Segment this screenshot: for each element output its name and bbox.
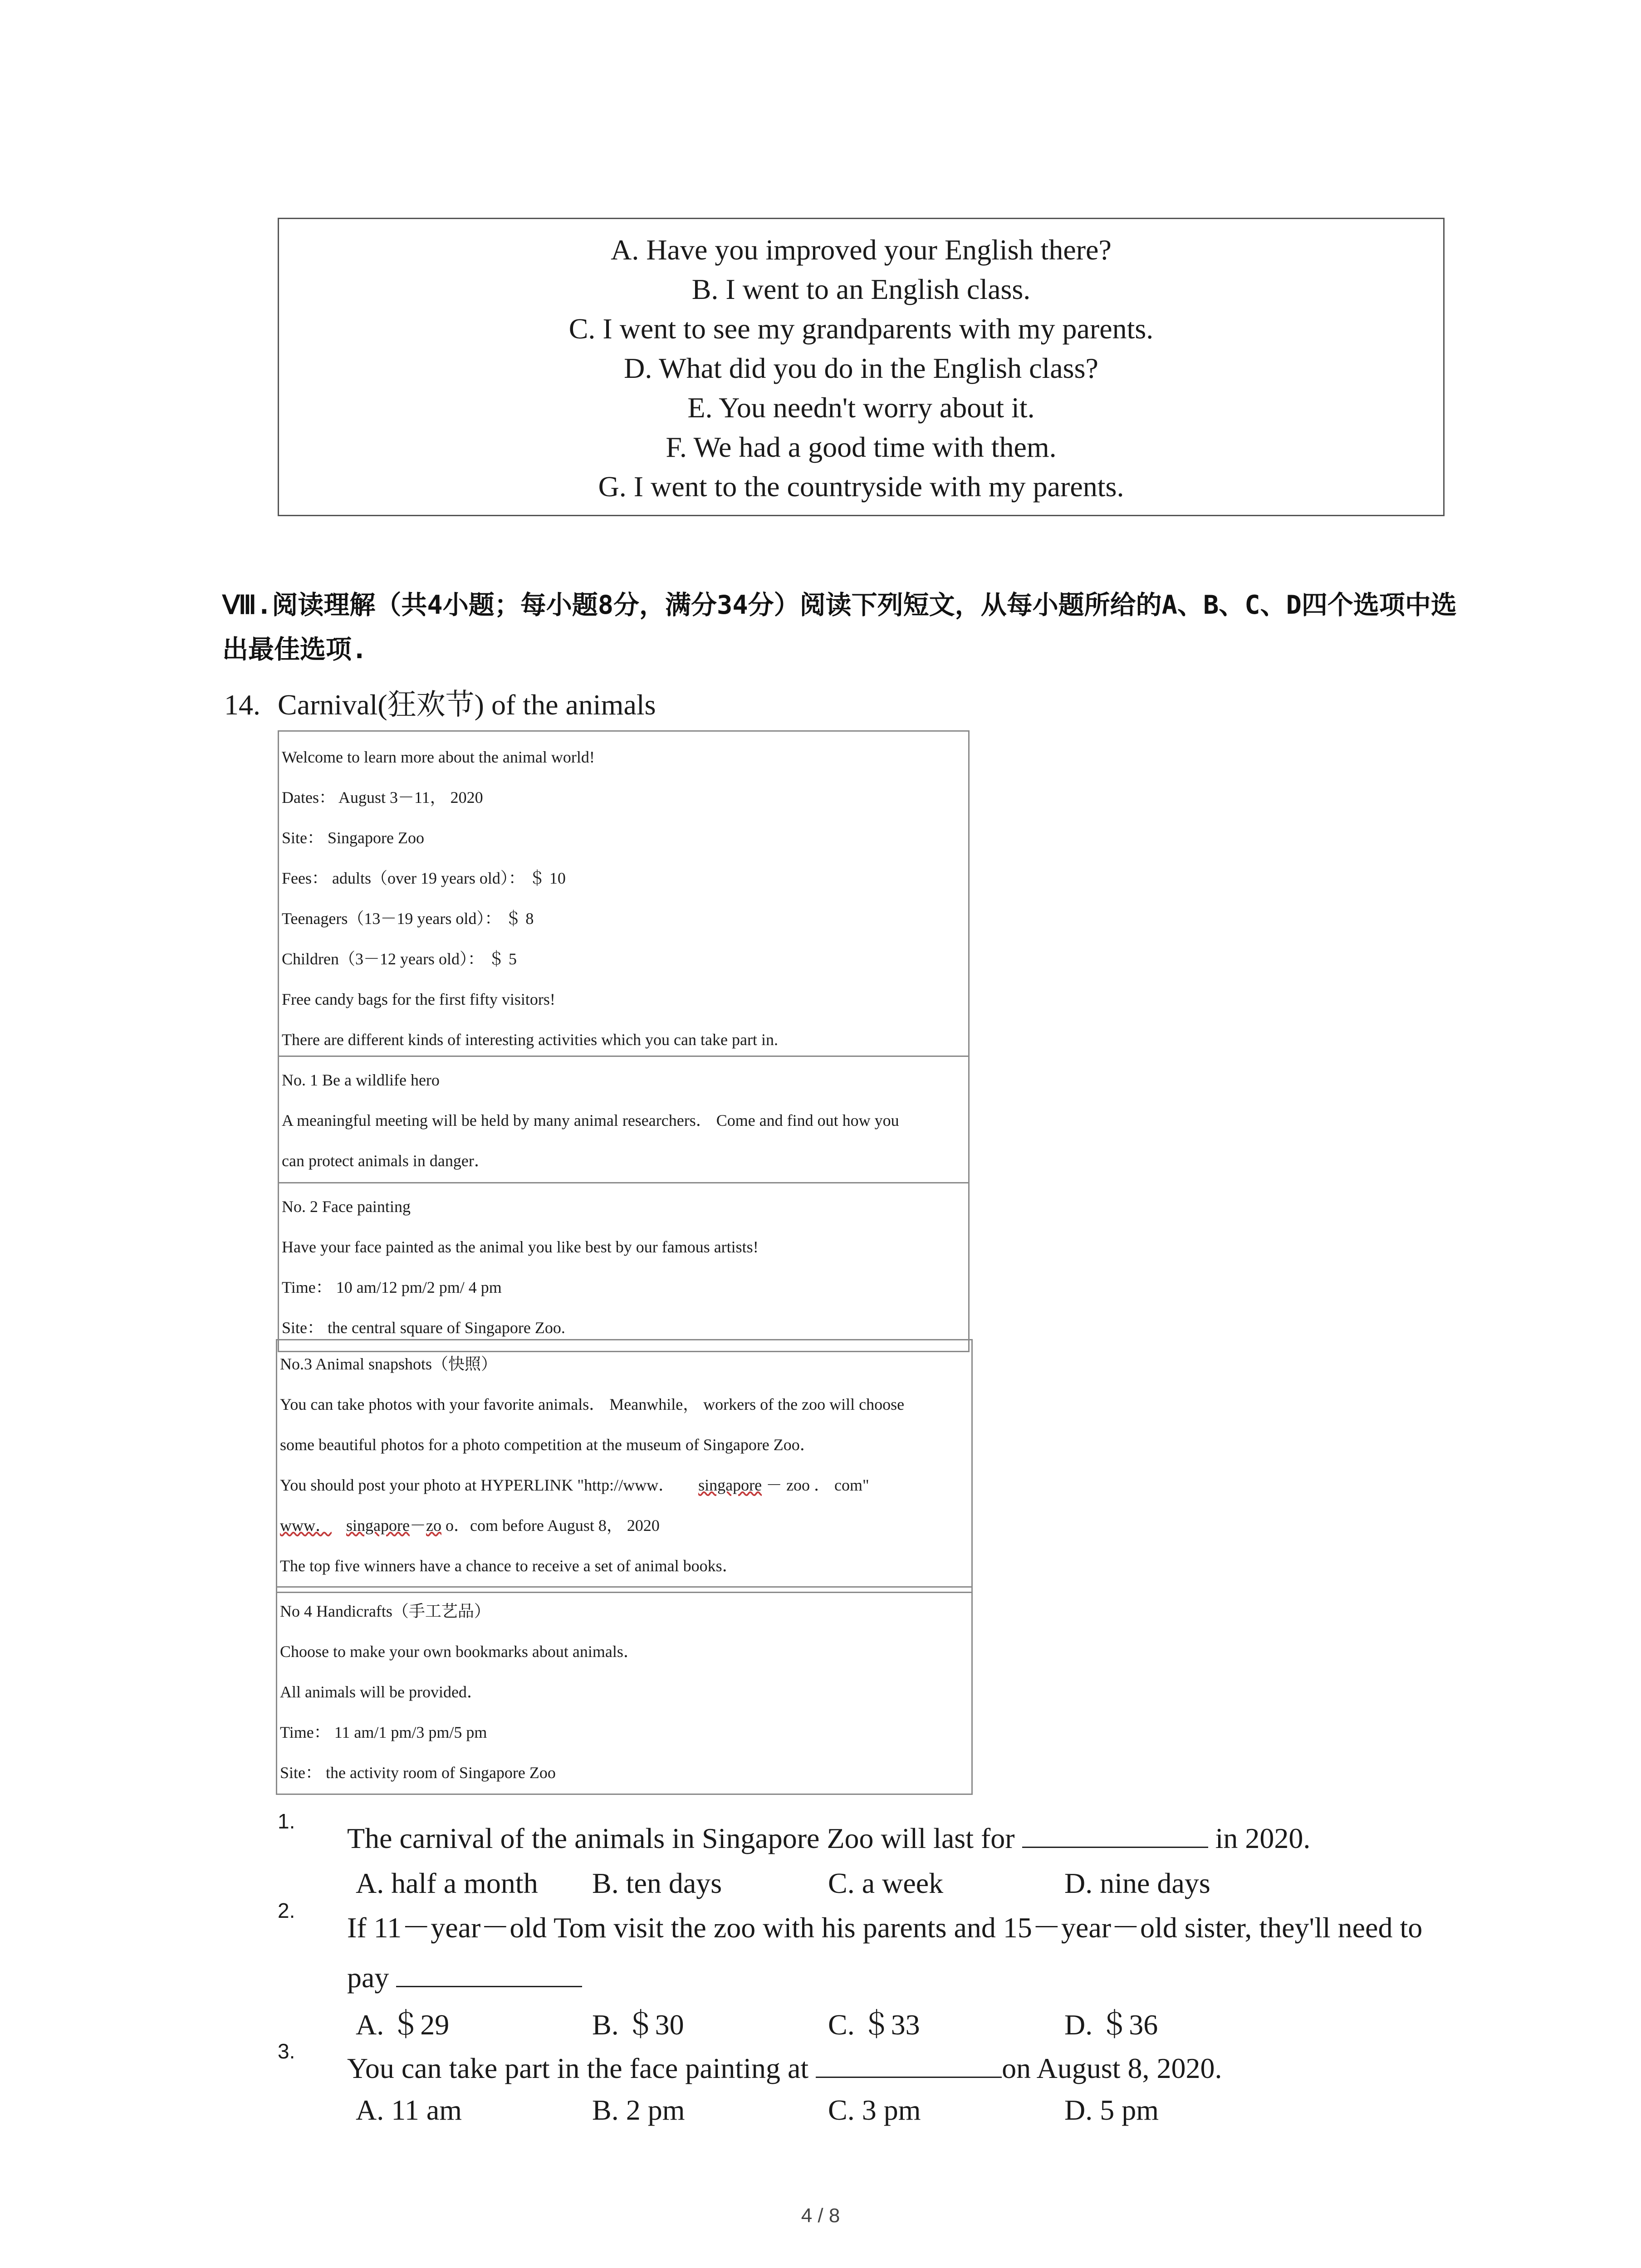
poster-activity-1 — [278, 1056, 970, 1183]
answer-blank — [396, 1960, 582, 1987]
poster-line: Site： the activity room of Singapore Zoo — [280, 1764, 556, 1782]
poster-line: The top five winners have a chance to receive a set of animal books． — [280, 1557, 739, 1575]
poster-line: Choose to make your own bookmarks about animals． — [280, 1642, 640, 1661]
answer-blank — [1022, 1820, 1208, 1848]
answer-blank — [816, 2050, 1002, 2078]
option-g: G. I went to the countryside with my parents. — [598, 470, 1124, 503]
url-zo[interactable]: zo — [426, 1516, 441, 1535]
url-dash: － — [409, 1516, 426, 1535]
subquestion-2 — [278, 1898, 1457, 2041]
question-title — [224, 685, 656, 725]
option-e: E. You needn't worry about it. — [687, 391, 1035, 424]
url-domain[interactable]: singapore — [346, 1516, 410, 1535]
section-heading: Ⅷ.阅读理解（共4小题；每小题8分，满分34分）阅读下列短文，从每小题所给的A、B、C、D四个选项中选出最佳选项. — [222, 590, 1457, 665]
poster-line: Have your face painted as the animal you like best by our famous artists! — [282, 1238, 759, 1256]
option-b: B. I went to an English class. — [691, 273, 1031, 305]
poster-activity-2 — [278, 1182, 970, 1352]
link-text: You should post your photo at HYPERLINK "http://www． — [280, 1476, 675, 1494]
poster-line: Free candy bags for the first fifty visitors! — [282, 990, 555, 1008]
option-a: A. Have you improved your English there? — [611, 234, 1112, 266]
poster-line: can protect animals in danger． — [282, 1152, 490, 1170]
poster-hyperlink-line — [280, 1465, 971, 1505]
choice-c[interactable]: C. a week — [828, 1867, 944, 1899]
poster-line: No.3 Animal snapshots（快照） — [280, 1355, 498, 1373]
option-d: D. What did you do in the English class? — [624, 352, 1098, 384]
choice-d[interactable]: D. nine days — [1064, 1867, 1210, 1899]
poster-line: There are different kinds of interesting activities which you can take part in. — [282, 1031, 778, 1049]
dialogue-options-box — [278, 218, 1445, 516]
poster-line: Fees： adults（over 19 years old）： ＄ 10 — [282, 869, 566, 887]
poster-line: A meaningful meeting will be held by many animal researchers． Come and find out how you — [282, 1111, 899, 1129]
poster-line: Site： Singapore Zoo — [282, 829, 424, 847]
question-number: 14. — [224, 689, 260, 721]
link-text: － zoo ． com" — [766, 1476, 869, 1494]
poster-line: All animals will be provided． — [280, 1683, 483, 1701]
choice-b[interactable]: B. ＄30 — [592, 2009, 684, 2041]
poster-line: Time： 11 am/1 pm/3 pm/5 pm — [280, 1723, 487, 1741]
choice-c[interactable]: C. 3 pm — [828, 2094, 921, 2126]
poster-line: You can take photos with your favorite animals． Meanwhile， workers of the zoo will choose — [280, 1395, 905, 1413]
hyperlink-word[interactable]: singapore — [698, 1476, 762, 1494]
poster-activity-4 — [276, 1586, 973, 1795]
poster-line: Time： 10 am/12 pm/2 pm/ 4 pm — [282, 1278, 502, 1296]
poster-line: No. 2 Face painting — [282, 1198, 411, 1216]
stem-text: The carnival of the animals in Singapore Zoo will last for — [347, 1822, 1022, 1854]
choice-b[interactable]: B. ten days — [592, 1867, 722, 1899]
option-f: F. We had a good time with them. — [666, 431, 1057, 463]
poster-line: Dates： August 3－11， 2020 — [282, 788, 483, 807]
choice-a[interactable]: A. half a month — [356, 1867, 538, 1899]
poster-url-line — [280, 1505, 971, 1546]
subquestion-3 — [278, 2039, 1457, 2130]
poster-line: some beautiful photos for a photo competition at the museum of Singapore Zoo． — [280, 1436, 816, 1454]
poster-line: Site： the central square of Singapore Zoo. — [282, 1319, 565, 1337]
stem-text: If 11－year－old Tom visit the zoo with his parents and 15－year－old sister, they'll need to pay — [347, 1911, 1423, 1994]
subquestion-stem — [347, 2043, 1463, 2093]
choice-a[interactable]: A. 11 am — [356, 2094, 462, 2126]
stem-text: in 2020. — [1208, 1822, 1311, 1854]
url-rest: o．com before August 8， 2020 — [445, 1516, 660, 1535]
subquestion-number: 1. — [278, 1809, 295, 1833]
poster-intro-block — [278, 730, 970, 1057]
poster-line: No 4 Handicrafts（手工艺品） — [280, 1602, 490, 1620]
stem-text: on August 8, 2020. — [1002, 2052, 1222, 2084]
choice-c[interactable]: C. ＄33 — [828, 2009, 920, 2041]
poster-line: No. 1 Be a wildlife hero — [282, 1071, 440, 1089]
choice-d[interactable]: D. ＄36 — [1064, 2009, 1158, 2041]
poster-line: Children（3－12 years old）： ＄ 5 — [282, 950, 517, 968]
subquestion-stem — [347, 1903, 1463, 2003]
question-title-text: Carnival(狂欢节) of the animals — [278, 689, 656, 721]
choice-d[interactable]: D. 5 pm — [1064, 2094, 1159, 2126]
poster-line: Welcome to learn more about the animal world! — [282, 748, 595, 766]
poster-line: Teenagers（13－19 years old）： ＄ 8 — [282, 909, 534, 928]
stem-text: You can take part in the face painting at — [347, 2052, 816, 2084]
url-www[interactable]: www． — [280, 1516, 332, 1535]
page-number: 4 / 8 — [801, 2204, 840, 2227]
choice-a[interactable]: A. ＄29 — [356, 2009, 450, 2041]
subquestion-number: 2. — [278, 1899, 295, 1922]
option-c: C. I went to see my grandparents with my parents. — [568, 313, 1154, 345]
poster-activity-3 — [276, 1339, 973, 1593]
choice-b[interactable]: B. 2 pm — [592, 2094, 685, 2126]
subquestion-1 — [278, 1809, 1457, 1900]
subquestion-stem — [347, 1813, 1463, 1863]
subquestion-number: 3. — [278, 2039, 295, 2063]
